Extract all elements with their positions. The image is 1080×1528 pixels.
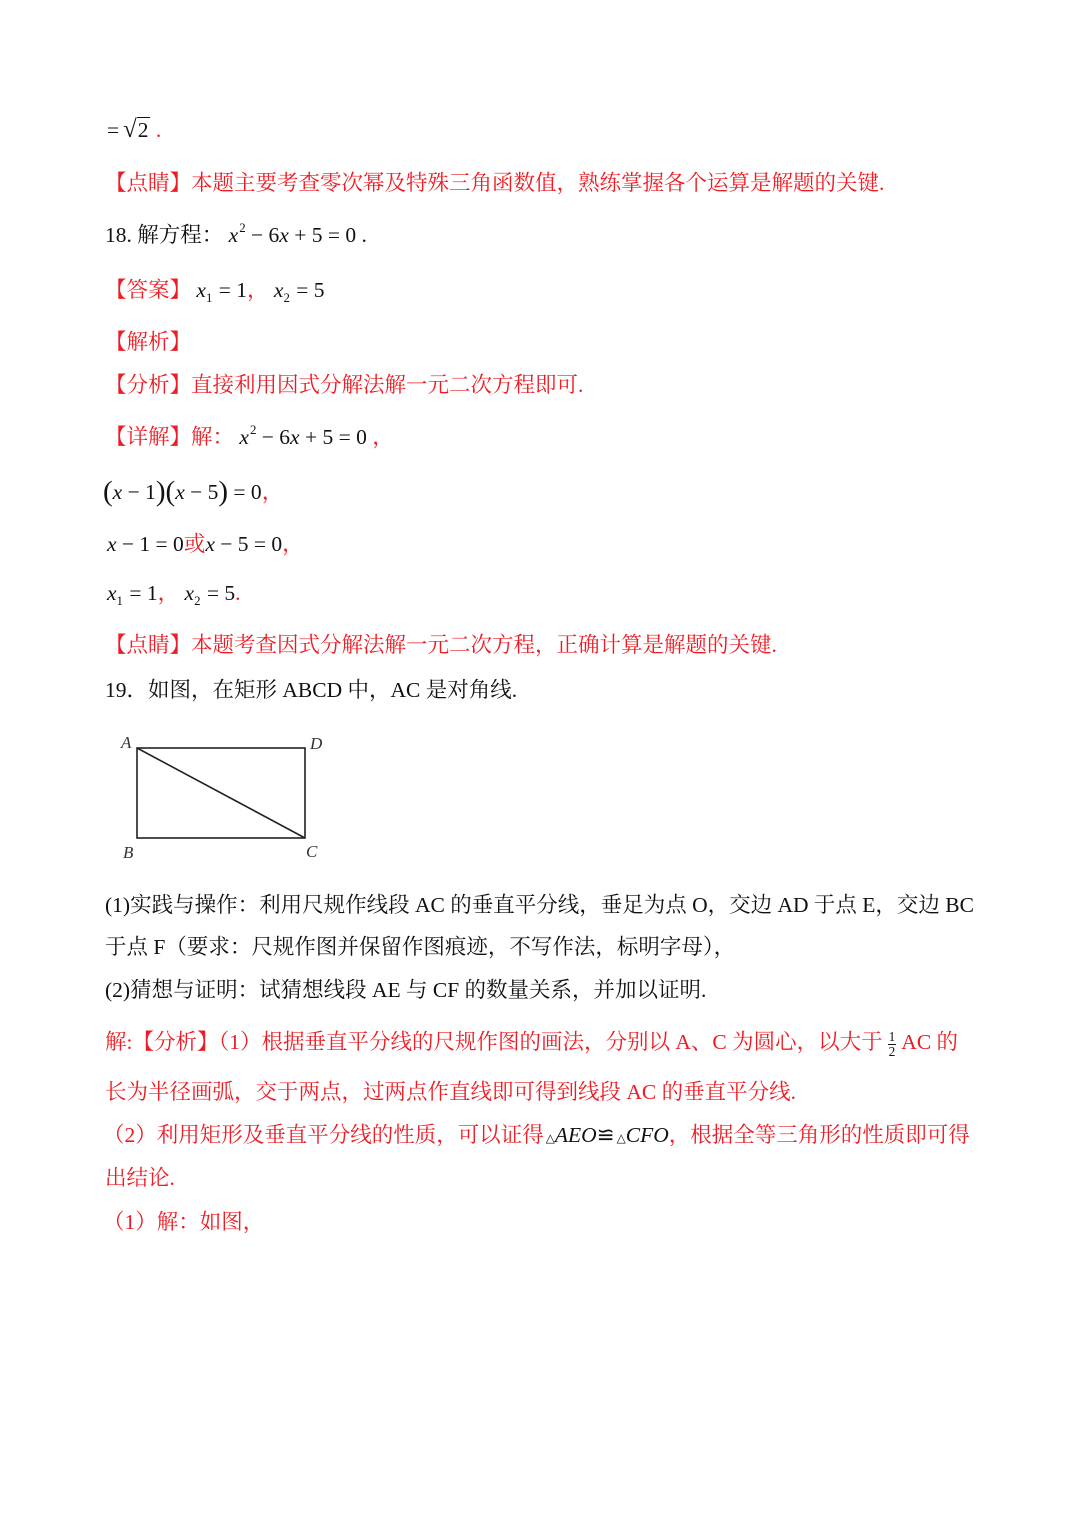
subscript-index: 2: [194, 593, 201, 608]
section-label: 【点睛】: [105, 171, 192, 195]
math-variable: x: [107, 581, 117, 605]
q19-analysis-line3: [103, 1120, 970, 1150]
body-text: 18. 解方程：: [105, 223, 229, 247]
math-variable: x: [112, 480, 123, 504]
radicand: 2: [137, 118, 149, 142]
subscript-index: 2: [283, 290, 290, 305]
q19-part1-line1: [105, 890, 974, 920]
large-parenthesis: (: [103, 475, 113, 508]
vertex-label-c: C: [306, 842, 318, 861]
q19-analysis-line2: [105, 1077, 796, 1107]
math-variable: x: [107, 532, 117, 556]
subscript-index: 1: [116, 593, 123, 608]
rectangle-figure: [115, 728, 335, 863]
body-text: + 5 = 0: [288, 223, 357, 247]
vertex-label-b: B: [123, 843, 134, 862]
triangle-symbol: △: [545, 1131, 555, 1145]
q18-step-split: [107, 529, 304, 559]
body-text: − 6: [245, 223, 280, 247]
q18-step-roots: [107, 578, 241, 608]
body-text: − 1 = 0: [116, 532, 184, 556]
vertex-label-d: D: [310, 734, 323, 753]
q18-analysis: [105, 370, 583, 400]
q19-part2: [105, 975, 706, 1005]
q18-step-factored: [103, 477, 283, 507]
math-variable: x: [273, 278, 284, 302]
solution-text: ，: [247, 278, 274, 302]
solution-text: （1）解：如图，: [103, 1210, 265, 1234]
section-label: 【解析】: [105, 330, 192, 354]
body-text: 19．如图，在矩形 ABCD 中，AC 是对角线.: [105, 678, 518, 702]
body-text: 于点 F（要求：尺规作图并保留作图痕迹，不写作法，标明字母），: [105, 935, 736, 959]
body-text: ≌: [596, 1123, 615, 1147]
solution-text: .: [235, 581, 241, 605]
solution-text: .: [150, 118, 162, 142]
body-text: =: [107, 118, 120, 142]
solution-text: （1）根据垂直平分线的尺规作图的画法，分别以 A、C 为圆心，以大于: [218, 1030, 883, 1054]
solution-text: 直接利用因式分解法解一元二次方程即可.: [191, 373, 584, 397]
math-variable: CFO: [625, 1123, 669, 1147]
section-label: 【分析】: [132, 1030, 219, 1054]
body-text: − 5 = 0: [214, 532, 283, 556]
body-text: = 5: [290, 278, 325, 302]
exponent: 2: [249, 423, 257, 438]
q18-answer: [105, 275, 325, 305]
large-parenthesis: ): [218, 475, 229, 508]
solution-text: （2）利用矩形及垂直平分线的性质，可以证得: [103, 1123, 544, 1147]
exponent: 2: [239, 221, 246, 236]
section-label: 【详解】: [105, 425, 192, 449]
math-variable: x: [279, 223, 289, 247]
solution-text: ，: [282, 532, 304, 556]
math-variable: x: [239, 425, 249, 449]
q19-solution-start: [103, 1207, 264, 1237]
section-label: 【答案】: [105, 278, 192, 302]
q19-question: [105, 675, 517, 705]
body-text: .: [356, 223, 367, 247]
q19-part1-line2: [105, 932, 735, 962]
section-label: 【点睛】: [105, 633, 192, 657]
solution-text: 解:: [105, 1030, 133, 1054]
subscript-index: 1: [205, 290, 213, 305]
body-text: = 1: [124, 581, 158, 605]
q18-solution-header: [105, 327, 191, 357]
q18-detail: [105, 422, 394, 452]
q19-analysis-line1: [105, 1027, 958, 1057]
solution-text: ，: [261, 480, 284, 504]
q18-key-point: [105, 630, 777, 660]
math-variable: x: [184, 581, 195, 605]
q19-analysis-line4: [105, 1163, 175, 1193]
q17-key-point: [105, 168, 884, 198]
radical-sign: √: [123, 116, 137, 143]
vertex-label-a: A: [121, 733, 132, 752]
body-text: = 5: [201, 581, 236, 605]
triangle-symbol: △: [616, 1131, 626, 1145]
previous-result-line: [107, 115, 161, 145]
math-variable: x: [228, 223, 239, 247]
solution-text: ，: [372, 425, 394, 449]
fraction: [888, 1030, 897, 1059]
solution-text: 本题考查因式分解法解一元二次方程，正确计算是解题的关键.: [191, 633, 777, 657]
math-variable: x: [290, 425, 300, 449]
body-text: = 1: [213, 278, 248, 302]
body-text: − 6: [256, 425, 291, 449]
body-text: + 5 = 0: [299, 425, 373, 449]
math-variable: x: [191, 278, 206, 302]
solution-text: AC 的: [901, 1030, 959, 1054]
solution-text: ，: [157, 581, 185, 605]
body-text: − 1: [122, 480, 156, 504]
body-text: (2)猜想与证明：试猜想线段 AE 与 CF 的数量关系，并加以证明.: [105, 978, 707, 1002]
fraction-numerator: 1: [888, 1028, 896, 1044]
fraction-denominator: 2: [888, 1043, 896, 1059]
body-text: − 5: [184, 480, 219, 504]
large-parenthesis: )(: [155, 475, 176, 508]
solution-text: ，根据全等三角形的性质即可得: [668, 1123, 970, 1147]
q18-question: [105, 220, 367, 250]
solution-text: 解：: [191, 425, 240, 449]
section-label: 【分析】: [105, 373, 192, 397]
math-variable: x: [205, 532, 215, 556]
body-text: = 0: [228, 480, 262, 504]
solution-text: 长为半径画弧，交于两点，过两点作直线即可得到线段 AC 的垂直平分线.: [105, 1080, 796, 1104]
solution-text: 出结论.: [105, 1166, 175, 1190]
solution-text: 本题主要考查零次幂及特殊三角函数值，熟练掌握各个运算是解题的关键.: [191, 171, 885, 195]
math-variable: x: [175, 480, 185, 504]
math-variable: AEO: [554, 1123, 597, 1147]
solution-text: 或: [183, 532, 206, 556]
diagonal-ac: [137, 748, 305, 838]
body-text: (1)实践与操作：利用尺规作线段 AC 的垂直平分线，垂足为点 O，交边 AD 于点 E，交边 BC: [105, 893, 974, 917]
